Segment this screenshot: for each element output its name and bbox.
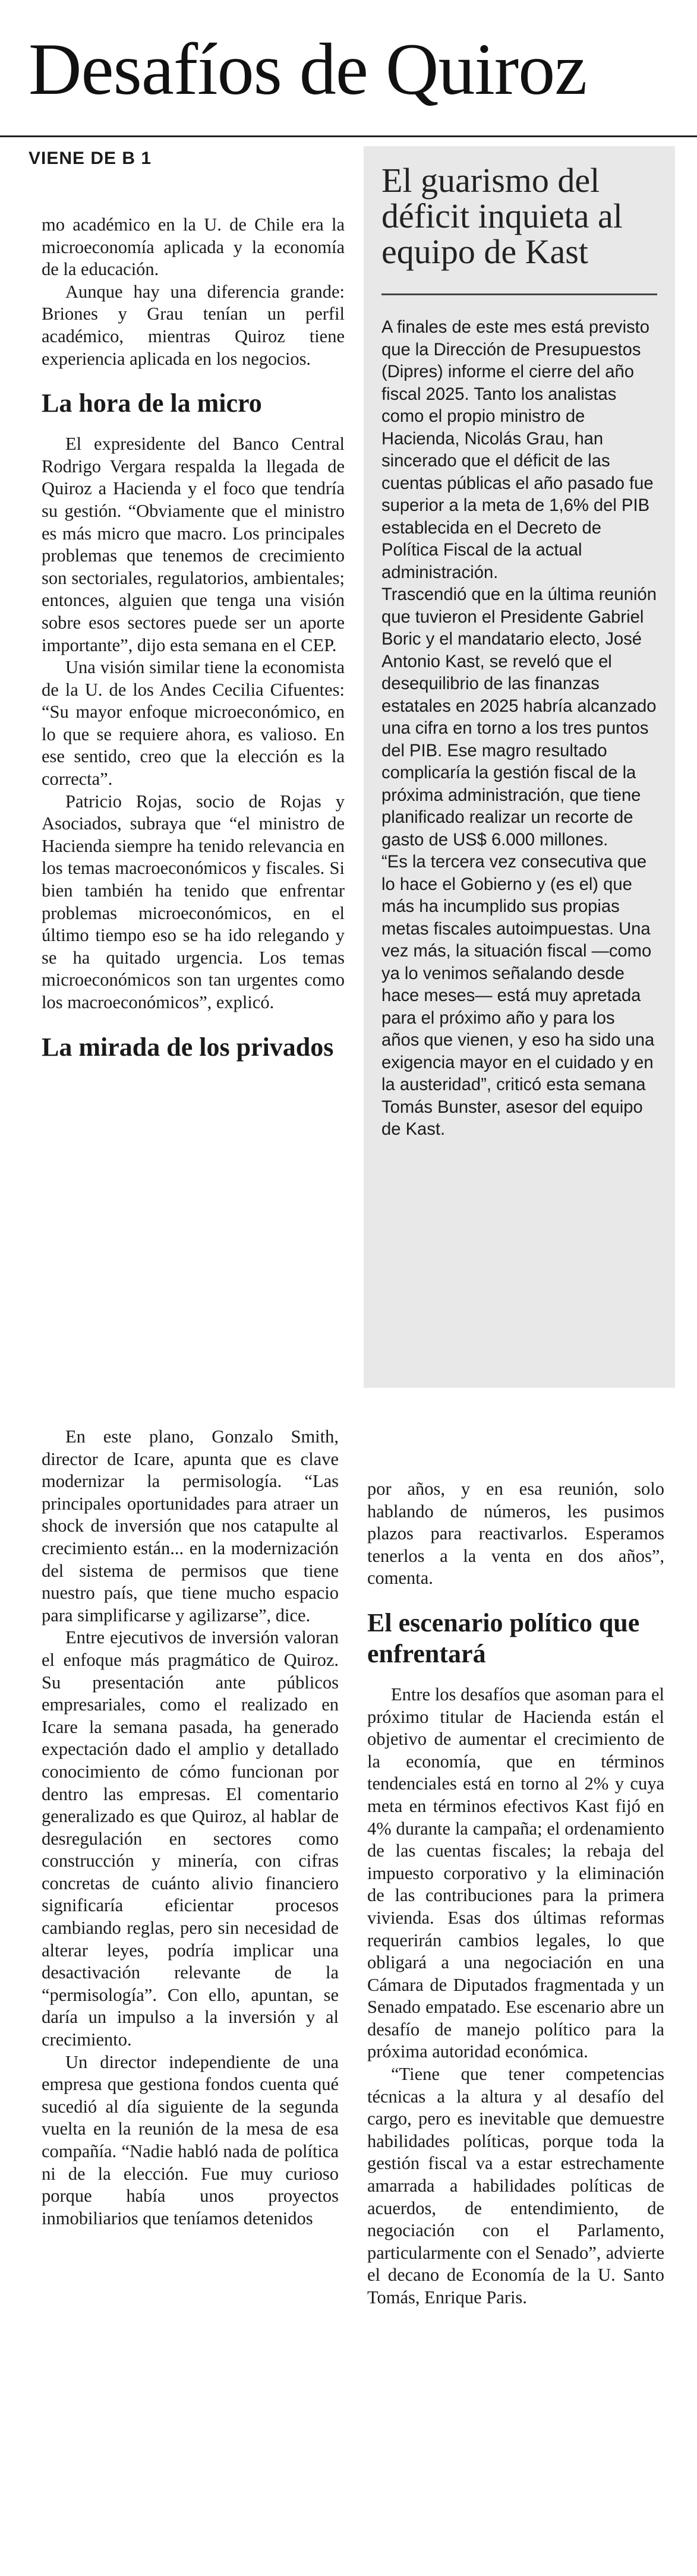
paragraph: Aunque hay una diferencia grande: Briones y Grau tenían un perfil académico, mientras Quiroz tiene experiencia aplicada en los negocios. — [42, 281, 345, 369]
paragraph: Entre los desafíos que asoman para el próximo titular de Hacienda están el objetivo de aumentar el crecimiento de la economía, que en términos tendenciales está en torno al 2% y cuya meta en términos efectivos Kast fijó en 4% durante la campaña; el ordenamiento de las cuentas fiscales; la rebaja del impuesto corporativo y la eliminación de las contribuciones para la primera vivienda. Esas dos últimas reformas requerirán cambios legales, lo que obligará a una negociación en una Cámara de Diputados fragmentada y un Senado empatado. Ese escenario abre un desafío de manejo político para la próxima autoridad económica. — [367, 1684, 664, 2062]
paragraph: Una visión similar tiene la economista de la U. de los Andes Cecilia Cifuentes: “Su mayor enfoque microeconómico, en lo que se requiere ahora, es valioso. En ese sentido, creo que la elección es la correcta”. — [42, 657, 345, 790]
paragraph: “Tiene que tener competencias técnicas a la altura y al desafío del cargo, pero es inevitable que demuestre habilidades políticas, porque toda la gestión fiscal va a estar estrechamente amarrada a habilidades políticas de acuerdos, de entendimiento, de negociación con el Parlamento, particularmente con el Senado”, advierte el decano de Economía de la U. Santo Tomás, Enrique Paris. — [367, 2064, 664, 2307]
kicker: VIENE DE B 1 — [29, 149, 152, 168]
header-rule — [0, 135, 697, 137]
column-left-bottom — [42, 1426, 339, 2230]
paragraph: El expresidente del Banco Central Rodrigo Vergara respalda la llegada de Quiroz a Hacienda y el foco que tendría su gestión. “Obviamente que el ministro es más micro que macro. Los principales problemas que tenemos de crecimiento son sectoriales, regulatorios, ambientales; entonces, alguien que tenga una visión sobre esos sectores puede ser un aporte importante”, dijo esta semana en el CEP. — [42, 434, 345, 655]
subheading-privados: La mirada de los privados — [42, 1032, 334, 1062]
paragraph: En este plano, Gonzalo Smith, director de Icare, apunta que es clave modernizar la permisología. “Las principales oportunidades para atraer un shock de inversión que nos catapulte al crecimiento están... en la modernización del sistema de permisos que tiene nuestro país, que tiene mucho espacio para simplificarse y agilizarse”, dice. — [42, 1426, 339, 1625]
paragraph: Entre ejecutivos de inversión valoran el enfoque más pragmático de Quiroz. Su presentación ante públicos empresariales, como el realizado en Icare la semana pasada, ha generado expectación dado el amplio y detallado conocimiento de cómo funcionan por dentro las empresas. El comentario generalizado es que Quiroz, al hablar de desregulación en sectores como construcción y minería, con cifras concretas de cuánto alivio financiero significaría eficientar procesos cambiando reglas, pero sin necesidad de alterar leyes, podría implicar una desactivación relevante de la “permisología”. Con ello, apuntan, se daría un impulso a la inversión y al crecimiento. — [42, 1627, 339, 2050]
sidebar-text — [381, 317, 657, 1141]
sidebar-box — [364, 146, 675, 1388]
column-right-bottom — [367, 1478, 664, 2309]
paragraph: mo académico en la U. de Chile era la microeconomía aplicada y la economía de la educación. — [42, 214, 345, 280]
paragraph: Un director independiente de una empresa que gestiona fondos cuenta qué sucedió al día siguiente de la segunda vuelta en la reunión de la mesa de esa compañía. “Nadie habló nada de política ni de la elección. Fue muy curioso porque había unos proyectos inmobiliarios que teníamos detenidos — [42, 2051, 339, 2228]
sidebar-paragraph: A finales de este mes está previsto que la Dirección de Presupuestos (Dipres) informe el cierre del año fiscal 2025. Tanto los analistas como el propio ministro de Hacienda, Nicolás Grau, han sincerado que el déficit de las cuentas públicas el año pasado fue superior a la meta de 1,6% del PIB establecida en el Decreto de Política Fiscal de la actual administración. — [381, 318, 654, 582]
paragraph: por años, y en esa reunión, solo hablando de números, les pusimos plazos para reactivarlos. Esperamos tenerlos a la venta en dos años”, comenta. — [367, 1479, 664, 1589]
subheading-escenario: El escenario político que enfrentará — [367, 1608, 640, 1668]
headline: Desafíos de Quiroz — [29, 29, 587, 110]
subheading-micro: La hora de la micro — [42, 389, 262, 418]
sidebar-paragraph: Trascendió que en la última reunión que tuvieron el Presidente Gabriel Boric y el mandatario electo, José Antonio Kast, se reveló que el desequilibrio de las finanzas estatales en 2025 habría alcanzado una cifra en torno a los tres puntos del PIB. Ese magro resultado complicaría la gestión fiscal de la próxima administración, que tiene planificado realizar un recorte de gasto de US$ 6.000 millones. — [381, 585, 657, 850]
sidebar-title: El guarismo del déficit inquieta al equipo de Kast — [381, 161, 623, 271]
sidebar-rule — [381, 293, 657, 295]
column-left-top — [42, 214, 345, 1077]
paragraph: Patricio Rojas, socio de Rojas y Asociados, subraya que “el ministro de Hacienda siempre ha tenido relevancia en los temas macroeconómicos y fiscales. Si bien también ha tenido que enfrentar problemas microeconómicos, en el último tiempo eso se ha ido relegando y se ha quitado urgencia. Los temas microeconómicos son tan urgentes como los macroeconómicos”, explicó. — [42, 791, 345, 1012]
sidebar-inner — [381, 163, 657, 1141]
sidebar-paragraph: “Es la tercera vez consecutiva que lo hace el Gobierno y (es el) que más ha incumplido sus propias metas fiscales autoimpuestas. Una vez más, la situación fiscal —como ya lo venimos señalando desde hace meses— está muy apretada para el próximo año y para los años que vienen, y eso ha sido una exigencia mayor en el cuidado y en la austeridad”, criticó esta semana Tomás Bunster, asesor del equipo de Kast. — [381, 853, 655, 1139]
